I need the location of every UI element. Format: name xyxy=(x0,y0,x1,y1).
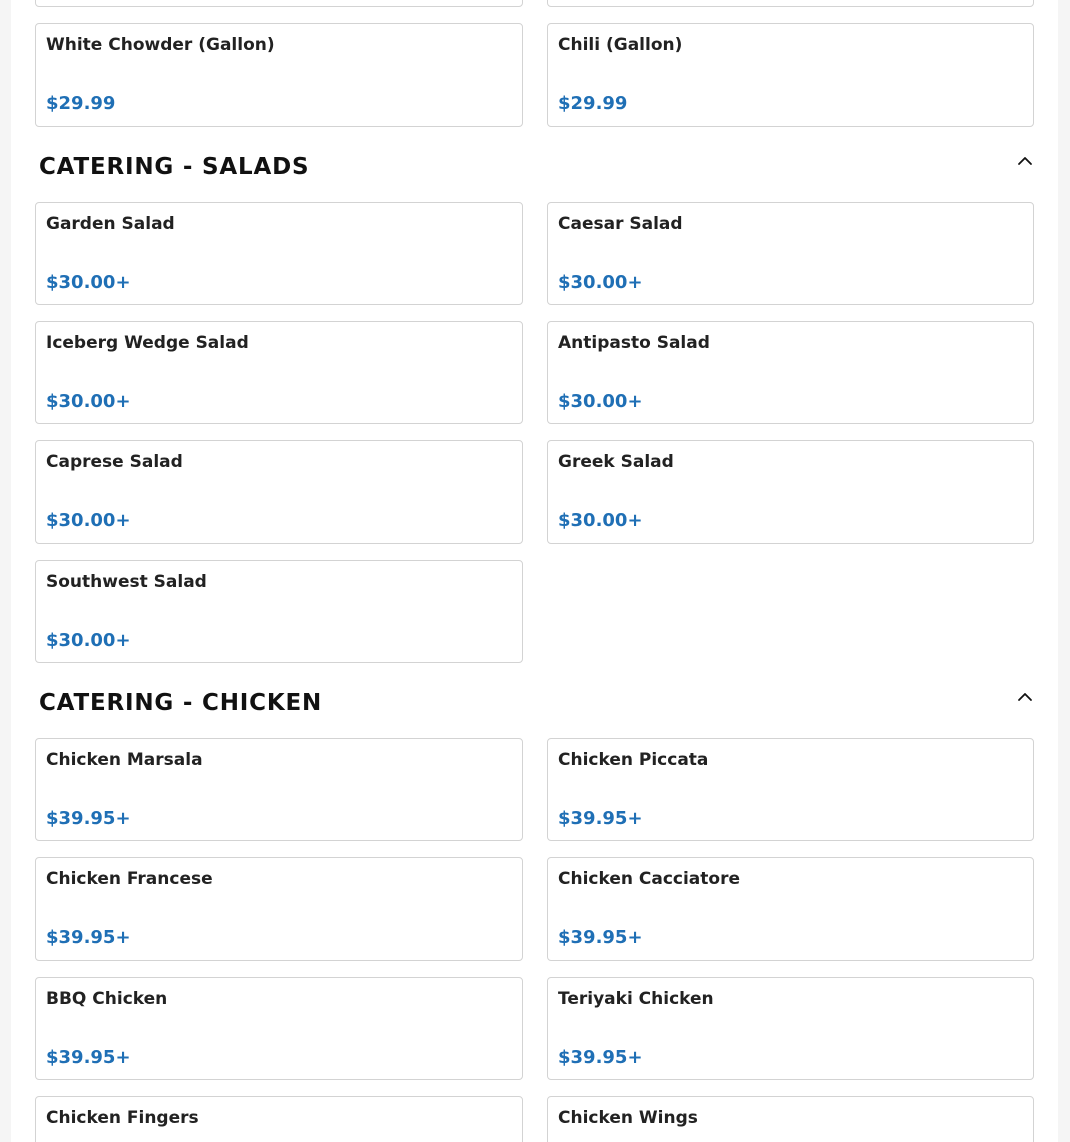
menu-page xyxy=(11,0,1058,1142)
menu-item-card[interactable] xyxy=(35,202,523,305)
menu-item-name: Chicken Fingers xyxy=(46,1108,199,1128)
section-title-chicken: CATERING - CHICKEN xyxy=(39,690,322,716)
menu-item-price: $30.00+ xyxy=(46,391,131,412)
chevron-up-icon[interactable] xyxy=(1015,687,1035,707)
menu-item-card[interactable] xyxy=(547,1096,1034,1142)
menu-item-name: Caprese Salad xyxy=(46,452,183,472)
menu-item-name: Chili (Gallon) xyxy=(558,35,683,55)
menu-item-name: Iceberg Wedge Salad xyxy=(46,333,249,353)
menu-item-price: $30.00+ xyxy=(46,630,131,651)
menu-item-card[interactable] xyxy=(35,440,523,544)
menu-item-name: White Chowder (Gallon) xyxy=(46,35,275,55)
menu-item-name: BBQ Chicken xyxy=(46,989,168,1009)
menu-item-card-partial[interactable] xyxy=(35,0,523,7)
menu-item-card[interactable] xyxy=(35,321,523,424)
menu-item-card[interactable] xyxy=(35,1096,523,1142)
menu-item-price: $30.00+ xyxy=(558,391,643,412)
menu-item-card[interactable] xyxy=(547,977,1034,1080)
menu-item-card[interactable] xyxy=(547,23,1034,127)
menu-item-card[interactable] xyxy=(35,560,523,663)
section-title-salads: CATERING - SALADS xyxy=(39,154,310,180)
menu-item-price: $29.99 xyxy=(558,93,628,114)
menu-item-card-partial[interactable] xyxy=(547,0,1034,7)
menu-item-card[interactable] xyxy=(35,738,523,841)
menu-item-name: Greek Salad xyxy=(558,452,674,472)
menu-item-name: Chicken Cacciatore xyxy=(558,869,741,889)
menu-item-card[interactable] xyxy=(547,321,1034,424)
menu-item-price: $39.95+ xyxy=(558,1047,643,1068)
menu-item-price: $39.95+ xyxy=(46,1047,131,1068)
menu-item-price: $29.99 xyxy=(46,93,116,114)
menu-item-card[interactable] xyxy=(547,440,1034,544)
menu-item-card[interactable] xyxy=(35,857,523,961)
menu-item-card[interactable] xyxy=(547,857,1034,961)
menu-item-name: Chicken Wings xyxy=(558,1108,698,1128)
menu-item-name: Caesar Salad xyxy=(558,214,683,234)
menu-item-price: $30.00+ xyxy=(558,510,643,531)
menu-item-name: Chicken Piccata xyxy=(558,750,709,770)
menu-item-price: $39.95+ xyxy=(46,927,131,948)
menu-item-price: $30.00+ xyxy=(558,272,643,293)
menu-item-name: Garden Salad xyxy=(46,214,175,234)
menu-item-name: Chicken Francese xyxy=(46,869,213,889)
menu-item-price: $39.95+ xyxy=(558,808,643,829)
menu-item-card[interactable] xyxy=(35,23,523,127)
menu-item-price: $39.95+ xyxy=(558,927,643,948)
menu-item-name: Teriyaki Chicken xyxy=(558,989,714,1009)
menu-item-card[interactable] xyxy=(35,977,523,1080)
menu-item-name: Chicken Marsala xyxy=(46,750,203,770)
menu-item-name: Southwest Salad xyxy=(46,572,207,592)
menu-item-name: Antipasto Salad xyxy=(558,333,710,353)
menu-item-card[interactable] xyxy=(547,202,1034,305)
menu-item-price: $30.00+ xyxy=(46,510,131,531)
menu-item-price: $39.95+ xyxy=(46,808,131,829)
chevron-up-icon[interactable] xyxy=(1015,151,1035,171)
menu-item-card[interactable] xyxy=(547,738,1034,841)
menu-item-price: $30.00+ xyxy=(46,272,131,293)
